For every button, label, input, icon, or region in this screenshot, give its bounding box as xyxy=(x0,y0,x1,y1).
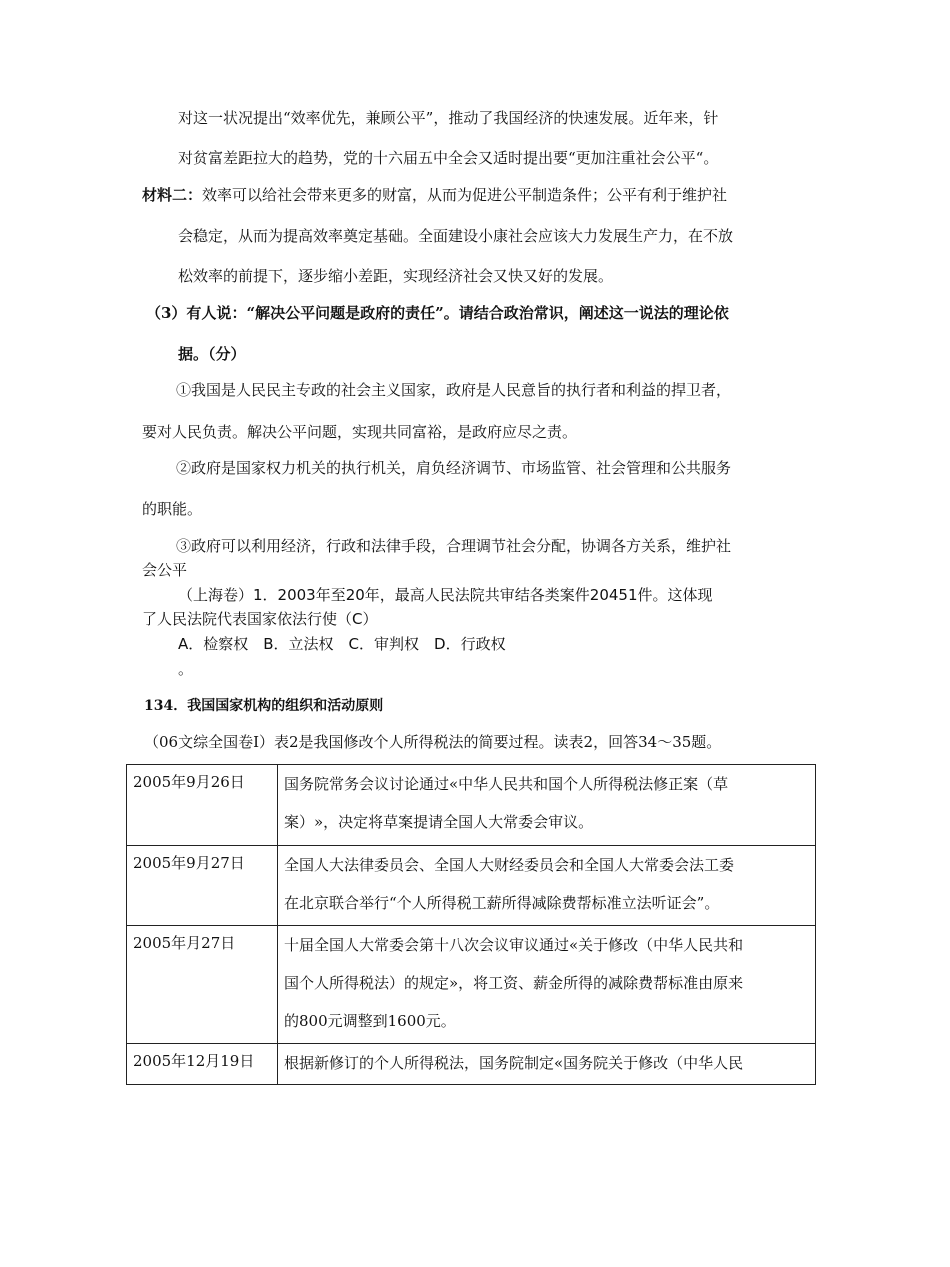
table-cell-date: 2005年12月19日 xyxy=(127,1044,278,1085)
table-cell-date: 2005年月27日 xyxy=(127,926,278,1044)
table-intro: （06文综全国卷I）表2是我国修改个人所得税法的简要过程。读表2，回答34～35题。 xyxy=(144,733,722,751)
answer-1-line-1: ①我国是人民民主专政的社会主义国家，政府是人民意旨的执行者和利益的捍卫者， xyxy=(176,381,732,399)
tax-law-revision-table xyxy=(126,764,816,1085)
table-cell-date: 2005年9月26日 xyxy=(127,765,278,846)
shanghai-trailing-dot: 。 xyxy=(178,660,194,678)
table-row xyxy=(127,765,816,846)
section-title: 134．我国国家机构的组织和活动原则 xyxy=(144,698,384,714)
question-3-line-2: 据。（分） xyxy=(178,345,246,363)
answer-1-line-2: 要对人民负责。解决公平问题，实现共同富裕，是政府应尽之责。 xyxy=(142,423,578,441)
material-2-line-3: 松效率的前提下，逐步缩小差距，实现经济社会又快又好的发展。 xyxy=(178,267,614,285)
shanghai-question-line-1: （上海卷）1．2003年至20年，最高人民法院共审结各类案件20451件。这体现 xyxy=(178,586,713,604)
material-2-text-1: 效率可以给社会带来更多的财富，从而为促进公平制造条件；公平有利于维护社 xyxy=(202,186,728,204)
table-cell-description xyxy=(278,765,816,846)
description-line: 的800元调整到1600元。 xyxy=(284,1012,456,1030)
table-row xyxy=(127,846,816,926)
material-2-line-2: 会稳定，从而为提高效率奠定基础。全面建设小康社会应该大力发展生产力，在不放 xyxy=(178,227,734,245)
table-cell-description xyxy=(278,926,816,1044)
shanghai-question-line-2: 了人民法院代表国家依法行使（C） xyxy=(142,610,378,628)
paragraph-1-line-2: 对贫富差距拉大的趋势，党的十六届五中全会又适时提出要“更加注重社会公平“。 xyxy=(178,149,719,167)
answer-3-line-1: ③政府可以利用经济，行政和法律手段，合理调节社会分配，协调各方关系，维护社 xyxy=(176,537,732,555)
description-line: 案）»，决定将草案提请全国人大常委会审议。 xyxy=(284,813,594,831)
table-row xyxy=(127,926,816,1044)
material-2-line-1 xyxy=(142,185,727,205)
description-line: 十届全国人大常委会第十八次会议审议通过«关于修改（中华人民共和 xyxy=(284,936,744,954)
paragraph-1-line-1: 对这一状况提出“效率优先，兼顾公平”，推动了我国经济的快速发展。近年来，针 xyxy=(178,109,719,127)
table-row xyxy=(127,1044,816,1085)
table-cell-description xyxy=(278,846,816,926)
shanghai-options: A．检察权 B．立法权 C．审判权 D．行政权 xyxy=(178,635,506,653)
description-line: 全国人大法律委员会、全国人大财经委员会和全国人大常委会法工委 xyxy=(284,856,735,874)
question-3-line-1: （3）有人说：“解决公平问题是政府的责任”。请结合政治常识，阐述这一说法的理论依 xyxy=(146,304,729,322)
table-cell-description xyxy=(278,1044,816,1085)
answer-3-line-2: 会公平 xyxy=(142,561,188,579)
description-line: 根据新修订的个人所得税法，国务院制定«国务院关于修改（中华人民 xyxy=(284,1054,744,1072)
material-2-label: 材料二： xyxy=(142,186,203,204)
description-line: 国个人所得税法）的规定»，将工资、薪金所得的减除费帮标准由原来 xyxy=(284,974,744,992)
answer-2-line-1: ②政府是国家权力机关的执行机关，肩负经济调节、市场监管、社会管理和公共服务 xyxy=(176,459,732,477)
table-cell-date: 2005年9月27日 xyxy=(127,846,278,926)
answer-2-line-2: 的职能。 xyxy=(142,500,203,518)
description-line: 在北京联合举行“个人所得税工薪所得减除费帮标准立法听证会”。 xyxy=(284,894,720,912)
description-line: 国务院常务会议讨论通过«中华人民共和国个人所得税法修正案（草 xyxy=(284,775,729,793)
